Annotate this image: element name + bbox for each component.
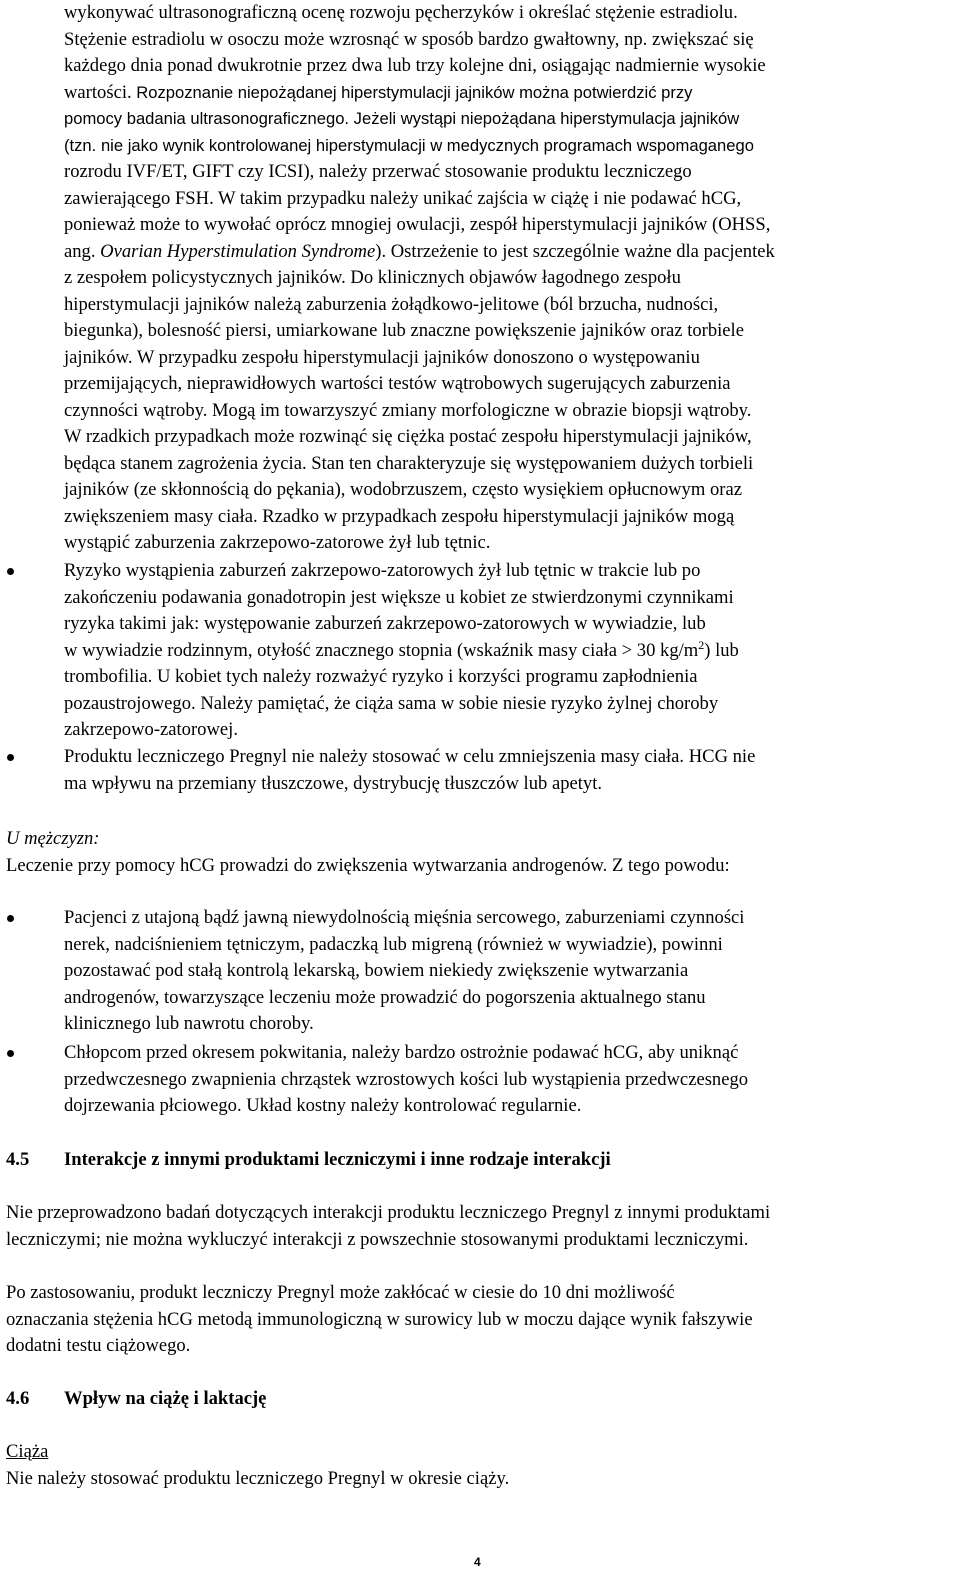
ohss-paragraph	[64, 0, 944, 557]
text-line: przemijających, nieprawidłowych wartości testów wątrobowych sugerujących zaburzenia	[64, 373, 731, 394]
text-line: przedwczesnego zwapnienia chrząstek wzrostowych kości lub wystąpienia przedwczesnego	[64, 1068, 749, 1090]
lab-test-paragraph	[6, 1280, 950, 1360]
bullet-icon	[7, 1050, 14, 1057]
text-line: czynności wątroby. Mogą im towarzyszyć zmiany morfologiczne w obrazie biopsji wątroby.	[64, 399, 752, 421]
text-line: Stężenie estradiolu w osoczu może wzrosnąć w sposób bardzo gwałtowny, np. zwiększać się	[64, 28, 754, 50]
pregnancy-subheading: Ciąża	[6, 1441, 49, 1462]
text-line: biegunka), bolesność piersi, umiarkowane lub znaczne powiększenie jajników oraz torbiele	[64, 320, 744, 341]
text-line: klinicznego lub nawrotu choroby.	[64, 1013, 314, 1034]
text-line: Produktu leczniczego Pregnyl nie należy stosować w celu zmniejszenia masy ciała. HCG nie	[64, 746, 756, 767]
text-line: w wywiadzie rodzinnym, otyłość znacznego stopnia (wskaźnik masy ciała > 30 $kg/m^2$) lub	[64, 637, 739, 661]
text-line: zakrzepowo-zatorowej.	[64, 719, 238, 740]
text-line: ryzyka takimi jak: występowanie zaburzeń zakrzepowo-zatorowych w wywiadzie, lub	[64, 613, 706, 634]
text-line: leczniczymi; nie można wykluczyć interakcji z powszechnie stosowanymi produktami leczniczymi.	[6, 1228, 749, 1250]
text-line: każdego dnia ponad dwukrotnie przez dwa lub trzy kolejne dni, osiągając nadmiernie wysokie	[64, 55, 766, 76]
text-line: androgenów, towarzyszące leczeniu może prowadzić do pogorszenia aktualnego stanu	[64, 986, 706, 1008]
men-intro: Leczenie przy pomocy hCG prowadzi do zwiększenia wytwarzania androgenów. Z tego powodu:	[6, 854, 730, 876]
text-line: Chłopcom przed okresem pokwitania, należy bardzo ostrożnie podawać hCG, aby uniknąć	[64, 1042, 739, 1063]
text-line: zwiększeniem masy ciała. Rzadko w przypadkach zespołu hiperstymulacji jajników mogą	[64, 505, 735, 527]
text-line: wykonywać ultrasonograficzną ocenę rozwoju pęcherzyków i określać stężenie estradiolu.	[64, 2, 738, 23]
bullet-icon	[7, 754, 14, 761]
bullet-icon	[7, 915, 14, 922]
text-line: pomocy badania ultrasonograficznego. Jeżeli wystąpi niepożądana hiperstymulacja jajników	[64, 109, 740, 128]
text-line: pozaustrojowego. Należy pamiętać, że ciąża sama w sobie niesie ryzyko żylnej choroby	[64, 692, 719, 714]
bullet-patients	[64, 905, 944, 1038]
text-line: Po zastosowaniu, produkt leczniczy Pregnyl może zakłócać w ciesie do 10 dni możliwość	[6, 1282, 675, 1303]
text-line: Nie należy stosować produktu leczniczego Pregnyl w okresie ciąży.	[6, 1467, 510, 1489]
men-label: U mężczyzn:	[6, 828, 100, 849]
text-line: W rzadkich przypadkach może rozwinąć się ciężka postać zespołu hiperstymulacji jajników,	[64, 426, 752, 447]
men-section	[6, 826, 950, 879]
text-line: hiperstymulacji jajników należą zaburzenia żołądkowo-jelitowe (ból brzucha, nudności,	[64, 293, 719, 315]
text-line: zawierającego FSH. W takim przypadku należy unikać zajścia w ciążę i nie podawać hCG,	[64, 187, 742, 209]
text-line: zakończeniu podawania gonadotropin jest większe u kobiet ze stwierdzonymi czynnikami	[64, 586, 734, 608]
text-line: Nie przeprowadzono badań dotyczących interakcji produktu leczniczego Pregnyl z innymi produktami	[6, 1202, 771, 1223]
text-line: dodatni testu ciążowego.	[6, 1335, 191, 1356]
section-number: 4.5	[6, 1149, 30, 1170]
section-number: 4.6	[6, 1388, 30, 1409]
text-line: (tzn. nie jako wynik kontrolowanej hiperstymulacji w medycznych programach wspomaganego	[64, 135, 754, 155]
text-line: pozostawać pod stałą kontrolą lekarską, bowiem niekiedy zwiększenie wytwarzania	[64, 960, 689, 981]
text-line: wartości. Rozpoznanie niepożądanej hiperstymulacji jajników można potwierdzić przy	[64, 81, 693, 103]
text-line: wystąpić zaburzenia zakrzepowo-zatorowe żył lub tętnic.	[64, 532, 491, 553]
text-line: dojrzewania płciowego. Układ kostny należy kontrolować regularnie.	[64, 1095, 582, 1116]
interactions-paragraph	[6, 1200, 950, 1253]
bullet-thrombo-risk	[64, 558, 944, 744]
bullet-icon	[7, 568, 14, 575]
section-title: Wpływ na ciążę i laktację	[64, 1388, 267, 1409]
text-line: jajników (ze skłonnością do pękania), wodobrzuszem, często wysiękiem opłucnowym oraz	[64, 479, 742, 500]
pregnancy-section	[6, 1439, 950, 1492]
text-line: będąca stanem zagrożenia życia. Stan ten charakteryzuje się występowaniem dużych torbieli	[64, 452, 754, 474]
text-line: z zespołem policystycznych jajników. Do klinicznych objawów łagodnego zespołu	[64, 267, 681, 288]
bullet-weight-loss	[64, 744, 944, 797]
text-line: Pacjenci z utajoną bądź jawną niewydolnością mięśnia sercowego, zaburzeniami czynności	[64, 907, 745, 928]
text-line: ang. Ovarian Hyperstimulation Syndrome). Ostrzeżenie to jest szczególnie ważne dla pacjentek	[64, 240, 775, 262]
text-line: nerek, nadciśnieniem tętniczym, padaczką lub migreną (również w wywiadzie), powinni	[64, 933, 723, 955]
text-line: rozrodu IVF/ET, GIFT czy ICSI), należy przerwać stosowanie produktu leczniczego	[64, 161, 692, 182]
text-line: ponieważ może to wywołać oprócz mnogiej owulacji, zespół hiperstymulacji jajników (OHSS,	[64, 214, 771, 235]
text-line: oznaczania stężenia hCG metodą immunologiczną w surowicy lub w moczu dające wynik fałszywie	[6, 1308, 753, 1330]
text-line: ma wpływu na przemiany tłuszczowe, dystrybucję tłuszczów lub apetyt.	[64, 772, 603, 794]
bullet-boys	[64, 1040, 944, 1120]
text-line: Ryzyko wystąpienia zaburzeń zakrzepowo-zatorowych żył lub tętnic w trakcie lub po	[64, 560, 701, 581]
section-title: Interakcje z innymi produktami leczniczymi i inne rodzaje interakcji	[64, 1149, 611, 1170]
text-line: trombofilia. U kobiet tych należy rozważyć ryzyko i korzyści programu zapłodnienia	[64, 666, 698, 687]
page-number: 4	[474, 1555, 481, 1569]
text-line: jajników. W przypadku zespołu hiperstymulacji jajników donoszono o występowaniu	[64, 346, 700, 368]
